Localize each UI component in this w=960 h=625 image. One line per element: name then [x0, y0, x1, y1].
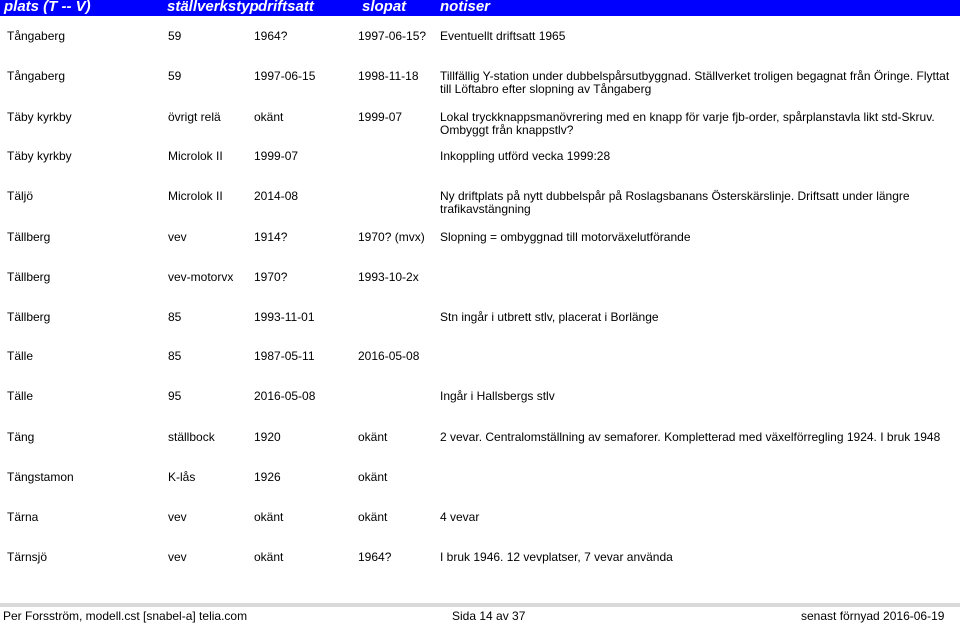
cell-plats: Täby kyrkby — [7, 149, 72, 163]
cell-slopat: 1970? (mvx) — [358, 230, 425, 244]
cell-notiser: Lokal tryckknappsmanövrering med en knapp för varje fjb-order, spårplanstavla likt std-Skruv. Ombyggt från knappstlv? — [440, 110, 935, 137]
cell-plats: Tällberg — [7, 230, 51, 244]
cell-plats: Tångaberg — [7, 29, 66, 43]
cell-driftsatt: okänt — [254, 550, 284, 564]
cell-typ: vev — [168, 230, 187, 244]
cell-driftsatt: 1993-11-01 — [254, 310, 315, 324]
cell-typ: övrigt relä — [168, 110, 221, 124]
cell-slopat: okänt — [358, 470, 388, 484]
cell-plats: Tällberg — [7, 310, 51, 324]
cell-typ: 95 — [168, 389, 182, 403]
cell-slopat: 1998-11-18 — [358, 69, 419, 83]
cell-typ: 59 — [168, 29, 182, 43]
cell-notiser: I bruk 1946. 12 vevplatser, 7 vevar använda — [440, 550, 673, 564]
cell-typ: Microlok II — [168, 189, 223, 203]
cell-driftsatt: 1997-06-15 — [254, 69, 316, 83]
cell-slopat: 2016-05-08 — [358, 349, 420, 363]
footer-page-number: Sida 14 av 37 — [452, 609, 526, 623]
cell-typ: 59 — [168, 69, 182, 83]
cell-plats: Täng — [7, 430, 35, 444]
header-plats: plats (T -- V) — [4, 0, 91, 15]
cell-typ: K-lås — [168, 470, 196, 484]
cell-notiser: Inkoppling utförd vecka 1999:28 — [440, 149, 611, 163]
cell-notiser: 2 vevar. Centralomställning av semaforer. Kompletterad med växelförregling 1924. I bruk 1948 — [440, 430, 941, 444]
cell-notiser: Ny driftplats på nytt dubbelspår på Roslagsbanans Österskärslinje. Driftsatt under längre trafikavstängning — [440, 189, 910, 216]
cell-slopat: 1997-06-15? — [358, 29, 427, 43]
cell-notiser: Slopning = ombyggnad till motorväxelutförande — [440, 230, 691, 244]
cell-notiser: 4 vevar — [440, 510, 480, 524]
footer-author: Per Forsström, modell.cst [snabel-a] telia.com — [3, 609, 248, 623]
cell-plats: Tällberg — [7, 270, 51, 284]
cell-driftsatt: 1920 — [254, 430, 281, 444]
cell-driftsatt: 1970? — [254, 270, 288, 284]
cell-typ: 85 — [168, 310, 182, 324]
header-driftsatt: driftsatt — [258, 0, 314, 15]
cell-plats: Täby kyrkby — [7, 110, 72, 124]
header-notiser: notiser — [440, 0, 491, 15]
cell-notiser: Ingår i Hallsbergs stlv — [440, 389, 555, 403]
cell-plats: Tärna — [7, 510, 39, 524]
cell-plats: Tärnsjö — [7, 550, 48, 564]
cell-notiser: Eventuellt driftsatt 1965 — [440, 29, 566, 43]
cell-driftsatt: okänt — [254, 510, 284, 524]
header-slopat: slopat — [362, 0, 407, 15]
cell-slopat: 1993-10-2x — [358, 270, 419, 284]
cell-plats: Täljö — [7, 189, 34, 203]
footer-rule — [0, 603, 960, 607]
cell-driftsatt: 1926 — [254, 470, 281, 484]
cell-driftsatt: 2014-08 — [254, 189, 299, 203]
cell-driftsatt: 1914? — [254, 230, 288, 244]
header-stallverkstyp: ställverkstyp — [167, 0, 259, 15]
cell-slopat: 1999-07 — [358, 110, 403, 124]
cell-typ: vev — [168, 550, 187, 564]
cell-typ: 85 — [168, 349, 182, 363]
cell-notiser: Stn ingår i utbrett stlv, placerat i Borlänge — [440, 310, 659, 324]
cell-plats: Tångaberg — [7, 69, 66, 83]
cell-slopat: okänt — [358, 430, 388, 444]
cell-driftsatt: 2016-05-08 — [254, 389, 316, 403]
cell-typ: ställbock — [168, 430, 215, 444]
cell-typ: vev-motorvx — [168, 270, 234, 284]
cell-slopat: 1964? — [358, 550, 392, 564]
cell-driftsatt: 1999-07 — [254, 149, 299, 163]
cell-typ: Microlok II — [168, 149, 223, 163]
cell-driftsatt: okänt — [254, 110, 284, 124]
cell-driftsatt: 1964? — [254, 29, 288, 43]
cell-typ: vev — [168, 510, 187, 524]
cell-driftsatt: 1987-05-11 — [254, 349, 315, 363]
footer-updated-date: senast förnyad 2016-06-19 — [801, 609, 945, 623]
cell-plats: Tängstamon — [7, 470, 74, 484]
cell-slopat: okänt — [358, 510, 388, 524]
cell-notiser: Tillfällig Y-station under dubbelspårsutbyggnad. Ställverket troligen begagnat från Öringe. Flyttat till Löftabro efter slopning av Tångaberg — [440, 69, 950, 96]
cell-plats: Tälle — [7, 389, 34, 403]
table-header — [0, 0, 960, 16]
cell-plats: Tälle — [7, 349, 34, 363]
